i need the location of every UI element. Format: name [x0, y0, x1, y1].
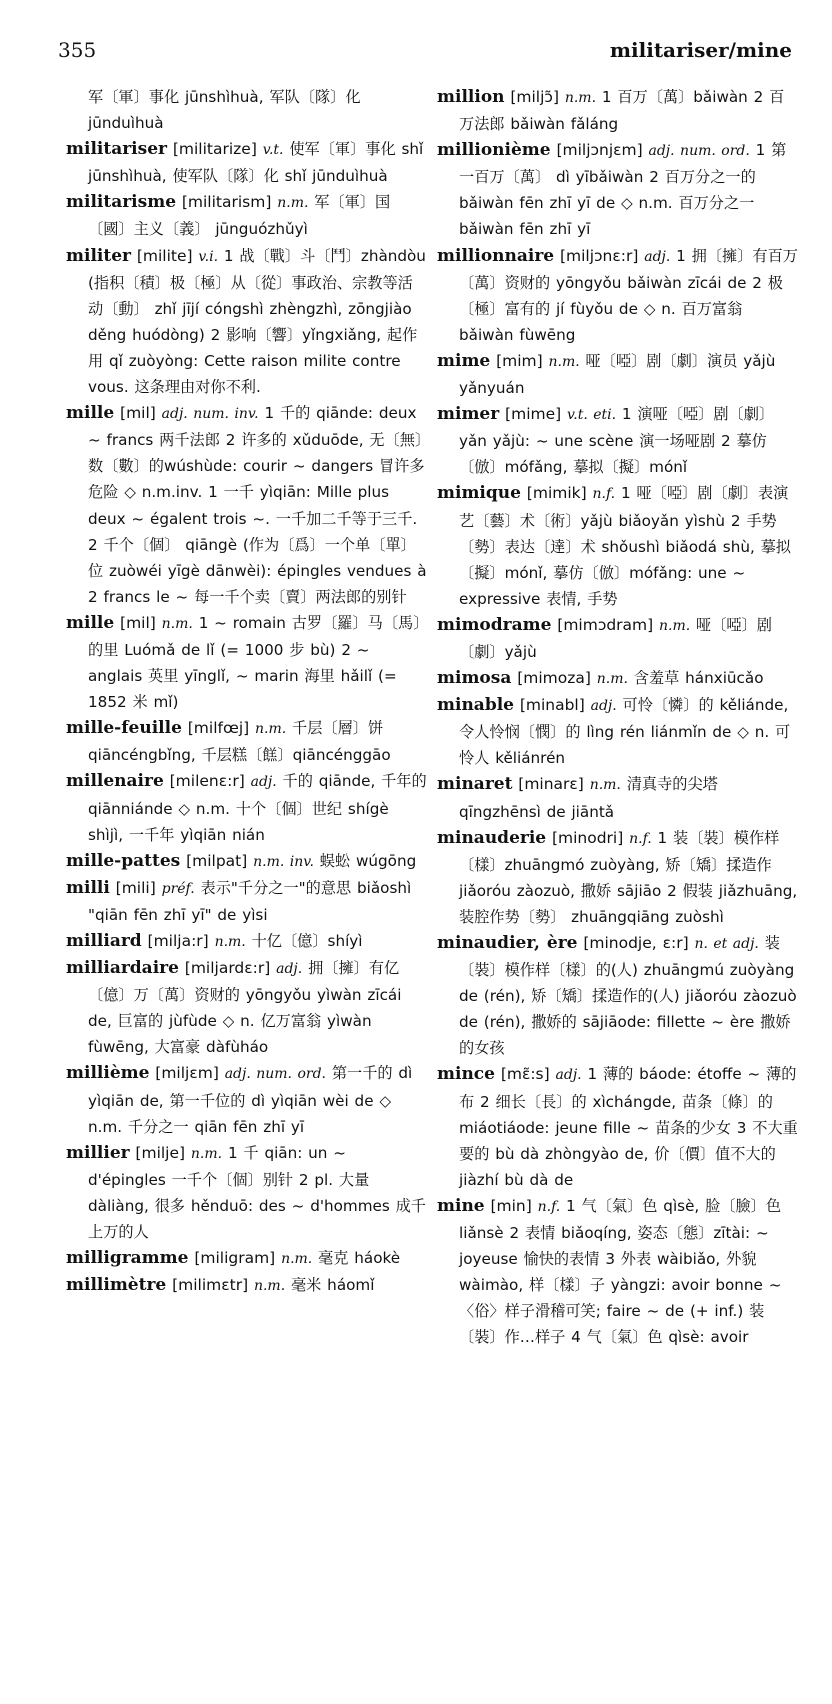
entry-text: 1 百万〔萬〕bǎiwàn 2 百万法郎 bǎiwàn fǎláng: [459, 88, 785, 134]
entry-text: 1 薄的 báode: étoffe ~ 薄的布 2 细长〔長〕的 xìchángde, 苗条〔條〕的 miáotiáode: jeune fille ~ 苗条的少女 3 不大重要的 bù dà zhòngyào de, 价〔價〕值不大的 jiàzhí bù dà de: [459, 1065, 798, 1189]
headword: mille-pattes: [66, 850, 181, 871]
pronunciation: [militarize]: [172, 140, 257, 159]
pronunciation: [mili]: [115, 878, 156, 897]
grammar-label: n.f.: [592, 486, 616, 503]
grammar-label: n.m.: [589, 777, 621, 794]
headword: millième: [66, 1063, 150, 1084]
entry-text: 蜈蚣 wúgōng: [319, 851, 417, 870]
grammar-label: préf.: [161, 880, 195, 897]
pronunciation: [min]: [490, 1196, 532, 1215]
headword: mimer: [437, 404, 500, 425]
dictionary-entry: [66, 928, 428, 955]
dictionary-entry: [66, 136, 428, 189]
pronunciation: [mimɔdram]: [557, 615, 654, 634]
pronunciation: [mil]: [120, 404, 156, 423]
pronunciation: [mimik]: [526, 484, 587, 503]
dictionary-entry: [437, 1061, 799, 1192]
grammar-label: adj. num. inv.: [161, 406, 259, 423]
headword: minable: [437, 695, 514, 716]
entry-text: 1 第一百万〔萬〕 dì yībǎiwàn 2 百万分之一的 bǎiwàn fēn zhī yī de ◇ n.m. 百万分之一 bǎiwàn fēn zhī yī: [459, 141, 787, 239]
dictionary-entry: [437, 480, 799, 611]
entry-text: 1 演哑〔啞〕剧〔劇〕yǎn yǎjù: ~ une scène 演一场哑剧 2 摹仿〔倣〕mófǎng, 摹拟〔擬〕mónǐ: [459, 405, 775, 477]
pronunciation: [milja:r]: [147, 932, 209, 950]
headword: mine: [437, 1195, 485, 1216]
grammar-label: adj.: [250, 774, 277, 791]
dictionary-entry: [66, 1272, 428, 1299]
page-number: 355: [58, 38, 97, 62]
pronunciation: [mil]: [120, 613, 156, 632]
right-column: [437, 84, 799, 1351]
dictionary-entry: [437, 665, 799, 692]
pronunciation: [minodje, ɛ:r]: [583, 934, 689, 952]
headword: million: [437, 87, 505, 107]
headword: mille: [66, 403, 115, 424]
page-header: [58, 38, 792, 68]
entry-text: 军〔軍〕事化 jūnshìhuà, 军队〔隊〕化 jūnduìhuà: [88, 88, 361, 133]
dictionary-entry: [437, 1193, 799, 1351]
grammar-label: n.m.: [161, 615, 193, 632]
pronunciation: [miljɔnjɛm]: [556, 141, 643, 160]
dictionary-entry: [437, 771, 799, 824]
entry-text: 清真寺的尖塔 qīngzhēnsì de jiāntǎ: [459, 775, 718, 821]
pronunciation: [miljɛm]: [155, 1064, 219, 1083]
dictionary-entry: [66, 400, 428, 610]
dictionary-entry: [66, 1140, 428, 1245]
pronunciation: [mimoza]: [517, 669, 591, 688]
grammar-label: n.m.: [277, 195, 309, 212]
pronunciation: [mɛ̃:s]: [500, 1065, 550, 1084]
entry-text: 十亿〔億〕shíyì: [251, 932, 363, 950]
grammar-label: n. et adj.: [694, 936, 759, 952]
entry-text: 含羞草 hánxiūcǎo: [633, 669, 764, 688]
headword: minaudier, ère: [437, 933, 578, 953]
grammar-label: v.i.: [198, 248, 219, 265]
pronunciation: [milite]: [136, 246, 193, 265]
grammar-label: n.m.: [255, 721, 287, 738]
grammar-label: n.m.: [596, 671, 628, 688]
dictionary-entry: [437, 243, 799, 348]
headword: mime: [437, 350, 491, 371]
dictionary-entry: [66, 768, 428, 847]
dictionary-entry: [437, 137, 799, 242]
pronunciation: [milpat]: [186, 851, 248, 870]
dictionary-entry: [66, 1245, 428, 1272]
dictionary-entry: [437, 612, 799, 665]
pronunciation: [minabl]: [519, 696, 585, 715]
headword: milligramme: [66, 1248, 189, 1269]
dictionary-entry: [66, 243, 428, 401]
headword: militariser: [66, 139, 167, 160]
grammar-label: n.m.: [564, 90, 597, 106]
grammar-label: v.t.: [262, 142, 284, 159]
dictionary-entry: [66, 610, 428, 715]
dictionary-entry: [66, 875, 428, 928]
pronunciation: [milfœj]: [187, 719, 250, 738]
dictionary-entry: [437, 692, 799, 771]
grammar-label: n.m.: [281, 1251, 313, 1268]
dictionary-entry: [437, 348, 799, 401]
grammar-label: n.f.: [629, 830, 652, 847]
dictionary-entry: [437, 84, 799, 137]
grammar-label: n.f.: [537, 1198, 561, 1215]
grammar-label: n.m. inv.: [253, 853, 314, 870]
entry-text: 1 千的 qiānde: deux ~ francs 两千法郎 2 许多的 xǔduōde, 无〔無〕数〔數〕的wúshùde: courir ~ dangers 冒许多危险 ◇ n.m.inv. 1 一千 yìqiān: Mille plus deux ~ égalent trois ~. 一千加二千等于三千. 2 千个〔個〕 qiāngè (作为〔爲〕一个单〔單〕位 zuòwéi yīgè dānwèi): épingles vendues à 2 francs le ~ 每一千个卖〔賣〕两法郎的别针: [88, 404, 427, 606]
headword: militer: [66, 245, 131, 266]
dictionary-entry: [66, 84, 428, 136]
grammar-label: adj.: [276, 961, 303, 978]
pronunciation: [milimɛtr]: [172, 1276, 249, 1295]
entry-text: 1 战〔戰〕斗〔鬥〕zhàndòu (指积〔積〕极〔極〕从〔從〕事政治、宗教等活动〔動〕 zhǐ jījí cóngshì zhèngzhì, zōngjiào děng huódòng) 2 影响〔響〕yǐngxiǎng, 起作用 qǐ zuòyòng: Cette raison milite contre vous. 这条理由对你不利.: [88, 246, 426, 397]
grammar-label: n.m.: [214, 934, 246, 950]
grammar-label: n.m.: [253, 1278, 286, 1295]
entry-text: 1 装〔裝〕模作样〔樣〕zhuāngmó zuòyàng, 矫〔矯〕揉造作 jiǎoróu zàozuò, 撒娇 sājiāo 2 假装 jiǎzhuāng, 装腔作势〔勢〕 zhuāngqiāng zuòshì: [459, 828, 798, 926]
headword: mince: [437, 1064, 495, 1085]
grammar-label: adj.: [555, 1067, 582, 1084]
grammar-label: v.t. eti.: [567, 407, 617, 424]
entry-text: 哑〔啞〕剧〔劇〕yǎjù: [459, 615, 772, 661]
dictionary-entry: [437, 825, 799, 930]
headword: mimosa: [437, 668, 512, 689]
headword: millimètre: [66, 1275, 167, 1296]
headword: militarisme: [66, 192, 177, 213]
entry-text: 1 千 qiān: un ~ d'épingles 一千个〔個〕别针 2 pl. 大量 dàliàng, 很多 hěnduō: des ~ d'hommes 成千上万的人: [88, 1143, 426, 1242]
entry-text: 哑〔啞〕剧〔劇〕演员 yǎjù yǎnyuán: [459, 351, 776, 398]
left-column: [66, 84, 428, 1299]
entry-text: 军〔軍〕国〔國〕主义〔義〕 jūnguózhǔyì: [88, 193, 391, 239]
dictionary-entry: [437, 930, 799, 1061]
entry-text: 毫克 háokè: [318, 1249, 401, 1268]
grammar-label: adj.: [590, 698, 617, 715]
pronunciation: [militarism]: [181, 193, 272, 212]
headword: mille: [66, 612, 115, 633]
entry-text: 毫米 háomǐ: [290, 1276, 375, 1295]
dictionary-entry: [66, 715, 428, 768]
pronunciation: [mime]: [505, 405, 562, 424]
dictionary-entry: [66, 1060, 428, 1139]
headword: millionième: [437, 140, 551, 161]
headword: milliardaire: [66, 958, 179, 979]
grammar-label: n.m.: [659, 617, 691, 634]
headword: minaret: [437, 774, 513, 795]
dictionary-entry: [66, 848, 428, 875]
entry-text: 1 气〔氣〕色 qìsè, 脸〔臉〕色 liǎnsè 2 表情 biǎoqíng, 姿态〔態〕zītài: ~ joyeuse 愉快的表情 3 外表 wàibiǎo, 外貌 wàimào, 样〔樣〕子 yàngzi: avoir bonne ~ 〈俗〉样子滑稽可笑; faire ~ de (+ inf.) 装〔裝〕作…样子 4 气〔氣〕色 qìsè: avoir: [459, 1196, 782, 1347]
entry-text: 拥〔擁〕有亿〔億〕万〔萬〕资财的 yōngyǒu yìwàn zīcái de, 巨富的 jùfùde ◇ n. 亿万富翁 yìwàn fùwēng, 大富豪 dàfùháo: [88, 959, 402, 1057]
headword: mimique: [437, 483, 521, 504]
pronunciation: [milenɛ:r]: [169, 772, 245, 791]
grammar-label: adj. num. ord.: [648, 143, 750, 160]
pronunciation: [minarɛ]: [518, 775, 584, 794]
headword: mille-feuille: [66, 718, 182, 739]
headword: mimodrame: [437, 614, 552, 635]
entry-text: 1 哑〔啞〕剧〔劇〕表演艺〔藝〕术〔術〕yǎjù biǎoyǎn yìshù 2 手势〔勢〕表达〔達〕术 shǒushì biǎodá shù, 摹拟〔擬〕mónǐ, 摹仿〔倣〕mófǎng: une ~ expressive 表情, 手势: [459, 484, 791, 608]
grammar-label: adj. num. ord.: [224, 1066, 326, 1083]
entry-text: 使军〔軍〕事化 shǐ jūnshìhuà, 使军队〔隊〕化 shǐ jūnduìhuà: [88, 140, 424, 186]
headword: millier: [66, 1142, 130, 1163]
headword: minauderie: [437, 827, 547, 848]
entry-text: 第一千的 dì yìqiān de, 第一千位的 dì yìqiān wèi de ◇ n.m. 千分之一 qiān fēn zhī yī: [88, 1064, 413, 1136]
entry-text: 装〔裝〕模作样〔樣〕的(人) zhuāngmú zuòyàng de (rén), 矫〔矯〕揉造作的(人) jiǎoróu zàozuò de (rén), 撒娇的 sājiāode: fillette ~ ère 撒娇的女孩: [459, 934, 797, 1058]
grammar-label: n.m.: [190, 1145, 223, 1162]
pronunciation: [miljɔ̃]: [510, 88, 559, 106]
pronunciation: [minodri]: [551, 828, 624, 847]
dictionary-entry: [437, 401, 799, 480]
entry-text: 1 拥〔擁〕有百万〔萬〕资财的 yōngyǒu bǎiwàn zīcái de 2 极〔極〕富有的 jí fùyǒu de ◇ n. 百万富翁 bǎiwàn fùwēng: [459, 246, 798, 344]
entry-text: 千层〔層〕饼 qiāncéngbǐng, 千层糕〔餻〕qiāncénggāo: [88, 719, 391, 765]
headword: milliard: [66, 931, 142, 951]
entry-text: 表示"千分之一"的意思 biǎoshì "qiān fēn zhī yī" de yìsi: [88, 878, 412, 924]
entry-text: 千的 qiānde, 千年的 qiānniánde ◇ n.m. 十个〔個〕世纪 shígè shìjì, 一千年 yìqiān nián: [88, 772, 427, 844]
headword: millenaire: [66, 771, 164, 792]
grammar-label: n.m.: [548, 353, 580, 370]
running-head: militariser/mine: [609, 38, 792, 62]
pronunciation: [miljɔnɛ:r]: [559, 246, 639, 265]
dictionary-entry: [66, 189, 428, 242]
pronunciation: [miligram]: [194, 1249, 276, 1268]
dictionary-entry: [66, 955, 428, 1060]
entry-text: 可怜〔憐〕的 kěliánde, 令人怜悯〔憫〕的 lìng rén liánmǐn de ◇ n. 可怜人 kěliánrén: [459, 696, 791, 768]
headword: milli: [66, 877, 110, 898]
headword: millionnaire: [437, 245, 555, 266]
pronunciation: [mim]: [496, 351, 543, 370]
grammar-label: adj.: [644, 248, 671, 265]
pronunciation: [miljardɛ:r]: [184, 959, 271, 978]
entry-text: 1 ~ romain 古罗〔羅〕马〔馬〕的里 Luómǎ de lǐ (= 1000 步 bù) 2 ~ anglais 英里 yīnglǐ, ~ marin 海里 hǎilǐ (= 1852 米 mǐ): [88, 613, 421, 712]
pronunciation: [milje]: [135, 1143, 186, 1162]
